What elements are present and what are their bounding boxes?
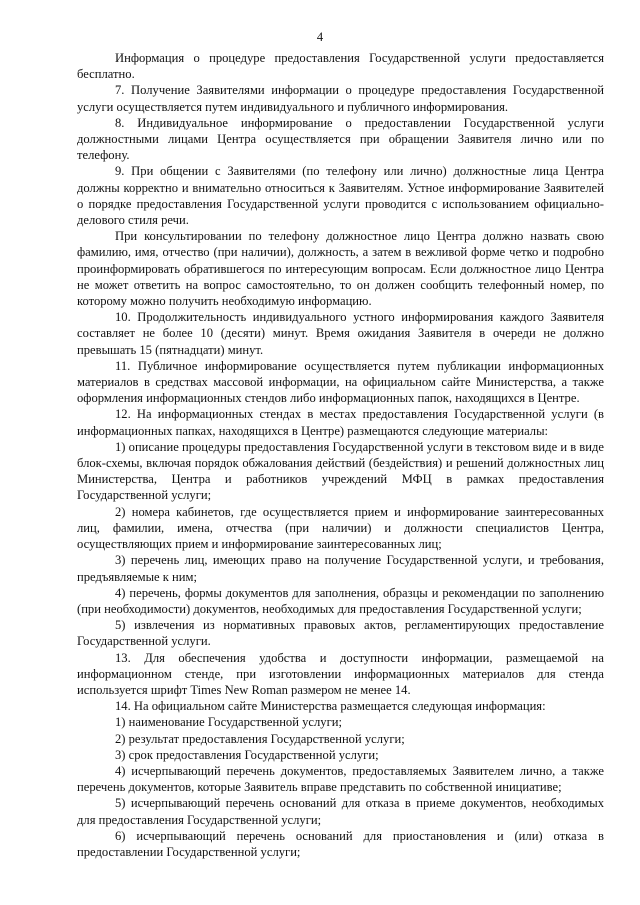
list-item-14-3: 3) срок предоставления Государственной услуги; [115,747,379,762]
paragraph-9: 9. При общении с Заявителями (по телефону или лично) должностные лица Центра должны корректно и внимательно относиться к Заявителям. Устное информирование Заявителей о порядке предоставления Государственной услуги проводится с использованием официально-делового стиля речи. [77,164,604,228]
list-item-12-4: 4) перечень, формы документов для заполнения, образцы и рекомендации по заполнению (при необходимости) документов, необходимых для предоставления Государственной услуги; [77,585,604,616]
list-item-14-2: 2) результат предоставления Государственной услуги; [115,731,405,746]
paragraph-9-phone-consulting: При консультировании по телефону должностное лицо Центра должно назвать свою фамилию, имя, отчество (при наличии), должность, а затем в вежливой форме четко и подробно проинформировать обратившегося по интересующим вопросам. Если должностное лицо Центра не может ответить на вопрос самостоятельно, то он должен сообщить телефонный номер, по которому можно получить необходимую информацию. [77,229,604,309]
paragraph-7: 7. Получение Заявителями информации о процедуре предоставления Государственной услуги осуществляется путем индивидуального и публичного информирования. [77,83,604,114]
paragraph-14: 14. На официальном сайте Министерства размещается следующая информация: [115,699,546,714]
document-body [77,50,604,860]
page-number: 4 [316,30,324,44]
list-item-12-2: 2) номера кабинетов, где осуществляется прием и информирование заинтересованных лиц, фамилии, имена, отчества (при наличии) и должности специалистов Центра, осуществляющих прием и информирование заинтересованных лиц; [77,504,604,552]
paragraph-10: 10. Продолжительность индивидуального устного информирования каждого Заявителя составляет не более 10 (десяти) минут. Время ожидания Заявителя в очереди не должно превышать 15 (пятнадцати) минут. [77,310,604,357]
paragraph-11: 11. Публичное информирование осуществляется путем публикации информационных материалов в средствах массовой информации, на официальном сайте Министерства, а также оформления информационных стендов либо информационных папок, находящихся в Центре. [77,358,604,406]
paragraph-info-free: Информация о процедуре предоставления Государственной услуги предоставляется бесплатно. [77,51,604,82]
list-item-12-3: 3) перечень лиц, имеющих право на получение Государственной услуги, и требования, предъявляемые к ним; [77,553,604,584]
list-item-14-5: 5) исчерпывающий перечень оснований для отказа в приеме документов, необходимых для предоставления Государственной услуги; [77,796,604,827]
paragraph-13: 13. Для обеспечения удобства и доступности информации, размещаемой на информационном стенде, при изготовлении информационных материалов для стенда используется шрифт Times New Roman размером не менее 14. [77,650,604,697]
list-item-12-5: 5) извлечения из нормативных правовых актов, регламентирующих предоставление Государственной услуги. [77,618,604,649]
list-item-14-1: 1) наименование Государственной услуги; [115,715,342,730]
list-item-14-6: 6) исчерпывающий перечень оснований для приостановления и (или) отказа в предоставлении Государственной услуги; [77,828,604,859]
paragraph-12: 12. На информационных стендах в местах предоставления Государственной услуги (в информационных папках, находящихся в Центре) размещаются следующие материалы: [77,407,604,438]
list-item-14-4: 4) исчерпывающий перечень документов, предоставляемых Заявителем лично, а также перечень документов, которые Заявитель вправе представить по собственной инициативе; [77,763,604,795]
paragraph-8: 8. Индивидуальное информирование о предоставлении Государственной услуги должностными лицами Центра осуществляется при обращении Заявителя лично или по телефону. [77,115,604,163]
list-item-12-1: 1) описание процедуры предоставления Государственной услуги в текстовом виде и в виде блок-схемы, включая порядок обжалования действий (бездействия) и решений должностных лиц Министерства, Центра и работников учреждений МФЦ в рамках предоставления Государственной услуги; [77,439,604,503]
